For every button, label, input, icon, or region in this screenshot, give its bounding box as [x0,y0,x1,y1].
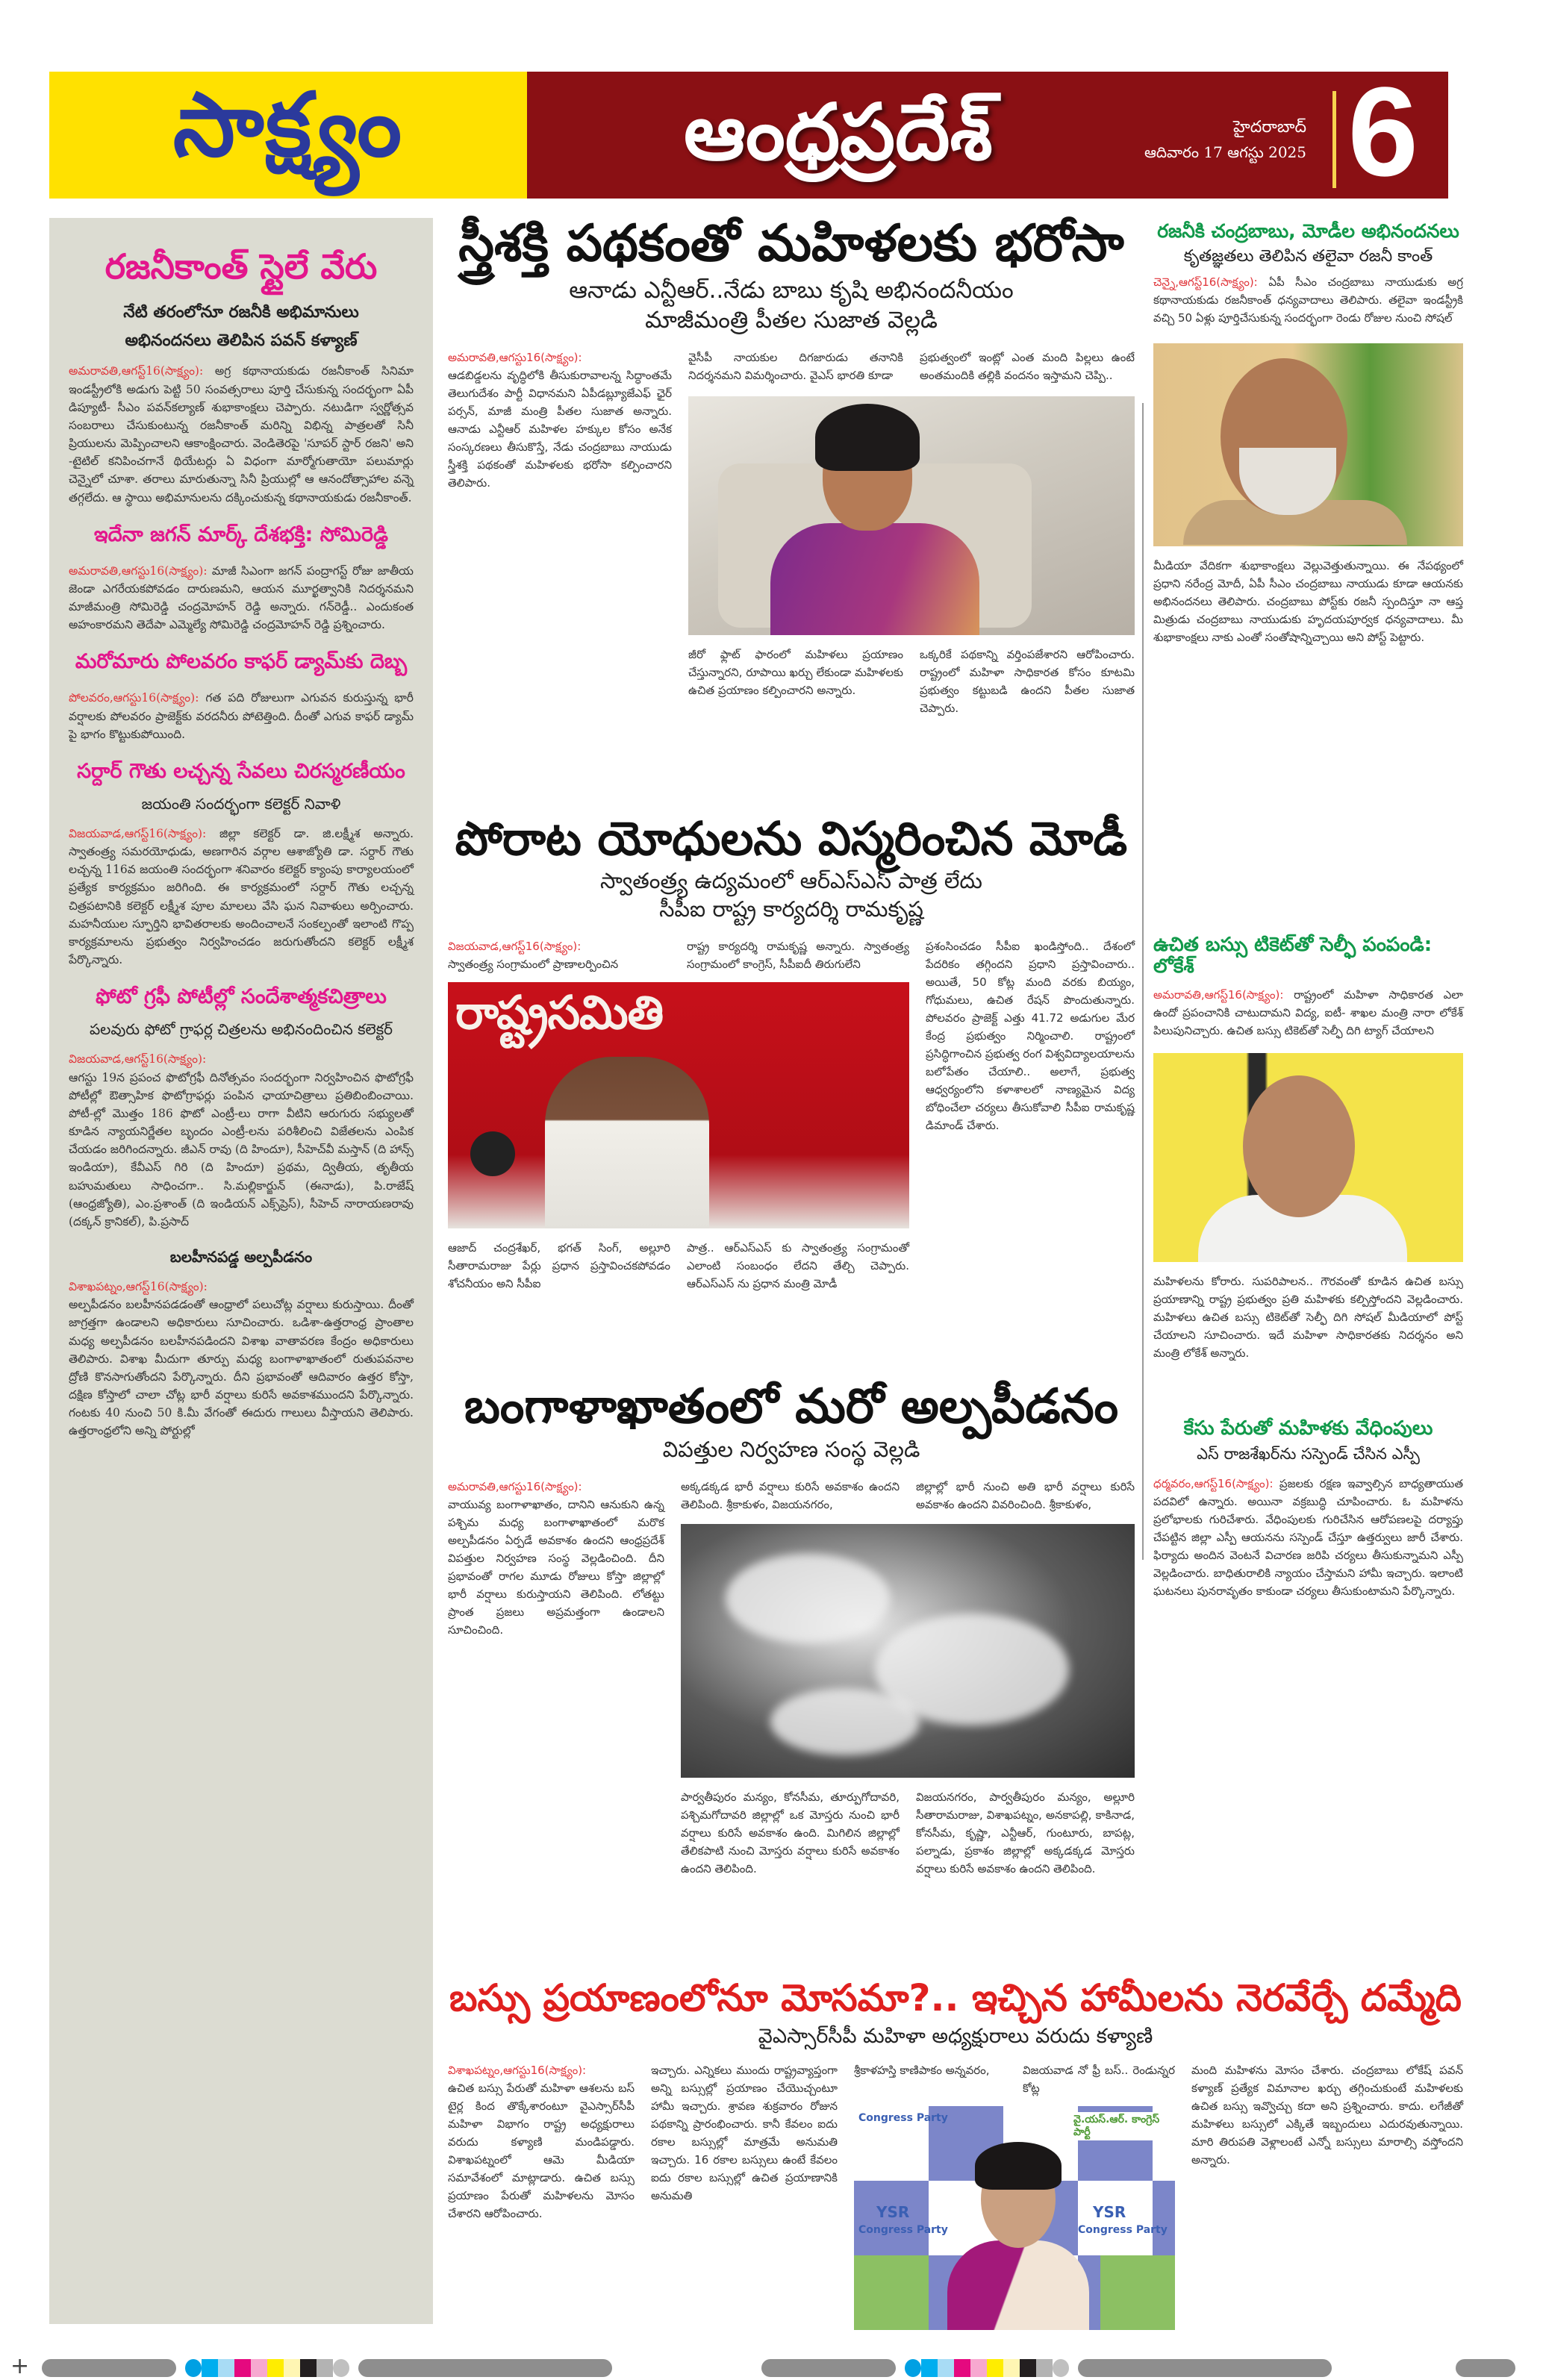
registration-gray-pill [761,2359,896,2377]
photo-saree [770,523,979,635]
article-column: విజయవాడ నో ఫ్రీ బస్.. రెండున్నర కోట్ల [1023,2064,1175,2096]
article-subheadline: జయంతి సందర్భంగా కలెక్టర్ నివాళి [141,794,341,813]
article-column [448,937,670,973]
photo-cloud [726,1554,890,1643]
article-column: అక్కడక్కడ భారీ వర్షాలు కురిసే అవకాశం ఉందని తెలిపింది. శ్రీకాకుళం, విజయనగరం, [681,1480,900,1512]
article-column: శ్రీకాళహస్తి కాణిపాకం అన్నవరం, [854,2064,990,2078]
article-polavaram [69,650,414,743]
article-body [69,1278,414,1440]
article-text: మాజీ సిఎంగా జగన్ పంద్రాగస్ట్ రోజు జాతీయ జెండా ఎగరేయకపోవడం దారుణమని, ఆయన మూర్ఖత్వానికి నిదర్శనమని మాజీమంత్రి సోమిరెడ్డి చంద్రమోహన్ రెడ్డి అన్నారు. గన్‌రెడ్డీ.. ఎందుకంత అహంకారమని తెదేపా ఎమ్మెల్యే సోమిరెడ్డి చంద్రమోహన్ రెడ్డి ప్రశ్నించారు. [69,563,414,632]
registration-color-swatch [954,2359,970,2377]
article-body [69,362,414,506]
article-body [1153,1475,1463,1600]
article-text: ప్రజలకు రక్షణ ఇవ్వాల్సిన బాధ్యతాయుత పదవిలో ఉన్నారు. అయినా వక్రబుద్ధి చూపించారు. ఓ మహిళను ప్రలోభాలకు గురిచేశారు. వేధింపులకు గురిచేసిన ఆరోపణలపై దర్యాప్తు చేపట్టిన జిల్లా ఎస్పీ ఆయనను సస్పెండ్ చేస్తూ ఉత్తర్వులు జారీ చేశారు. ఫిర్యాదు అందిన వెంటనే విచారణ జరిపి చర్యలు తీసుకున్నామని ఎస్పీ వెల్లడించారు. బాధితురాలికి న్యాయం చేస్తామని హామీ ఇచ్చారు. ఇలాంటి ఘటనలు పునరావృతం కాకుండా చర్యలు తీసుకుంటామని పేర్కొన్నారు. [1153,1476,1463,1598]
dateline: అమరావతి,ఆగస్టు16(సాక్ష్యం): [448,351,582,365]
article-text: ప్రశంసించడం సీపీఐ ఖండిస్తోంది.. దేశంలో పేదరికం తగ్గిందని ప్రధాని ప్రస్తావించారు.. అయితే, 50 కోట్ల మంది వరకు బియ్యం, గోధుమలు, ఉచిత రేషన్ పొందుతున్నారు. పోలవరం ప్రాజెక్ట్ ఎత్తు 41.72 అడుగుల మేర కేంద్ర ప్రభుత్వం నిర్మించాలి. రాష్ట్రంలో ప్రసిద్ధిగాంచిన ప్రభుత్వ రంగ విశ్వవిద్యాలయాలను బలోపేతం [926,939,1135,1078]
registration-color-swatch [1003,2359,1020,2377]
column-divider [1142,403,1144,1560]
article-column: ఒక్కరికే పథకాన్ని వర్తింపజేశారని ఆరోపించారు. రాష్ట్రంలో మహిళా సాధికారత కోసం కూటమి ప్రభుత్వం కట్టుబడి ఉందని పీతల సుజాత చెప్పారు. [920,648,1135,716]
article-headline: కేసు పేరుతో మహిళకు వేధింపులు [1183,1417,1433,1440]
photo-face [1243,1075,1355,1217]
article-column [448,349,672,717]
article-text: ఉచిత బస్సు పేరుతో మహిళా ఆశలను బస్ టైర్ల కింద తొక్కేశారంటూ వైఎస్సార్‌సీపీ మహిళా విభాగం రాష్ట్ర అధ్యక్షురాలు వరుదు కళ్యాణి మండిపడ్డారు. విశాఖపట్నంలో ఆమె మీడియా సమావేశంలో మాట్లాడారు. ఉచిత బస్సు ప్రయాణం పేరుతో మహిళలను మోసం చేశారని ఆరోపించారు. [448,2081,635,2221]
article-column: జిల్లాల్లో భారీ నుంచి అతి భారీ వర్షాలు కురిసే అవకాశం ఉందని వివరించింది. శ్రీకాకుళం, [916,1480,1135,1512]
article-rajinikanth-style [69,246,414,507]
article-column: జీరో ఫ్లాట్ ఫారంలో మహిళలు ప్రయాణం చేస్తున్నారని, రూపాయి ఖర్చు లేకుండా మహిళలకు ఉచిత ప్రయాణం కల్పించారని అన్నారు. [688,648,903,698]
photo-label: Congress Party [858,2112,948,2125]
article-headline: పోరాట యోధులను విస్మరించిన మోడీ [455,811,1128,866]
dateline: అమరావతి,ఆగస్టు16(సాక్ష్యం): [69,563,208,578]
registration-color-swatch [333,2359,349,2377]
photo-cpi-ramakrishna [448,982,909,1228]
registration-color-swatch [317,2359,333,2377]
photo-nara-lokesh [1153,1053,1463,1262]
dateline: విజయవాడ,ఆగస్ట్16(సాక్ష్యం): [69,826,207,840]
article-somireddy [69,523,414,634]
article-headline: రజనీకాంత్ స్టైలే వేరు [105,246,378,287]
photo-hair [815,404,920,471]
photo-backdrop-tile [854,2255,929,2330]
article-headline: బంగాళాఖాతంలో మరో అల్పపీడనం [464,1379,1119,1434]
registration-gray-pill [1456,2359,1515,2377]
registration-gray-pill [1078,2359,1332,2377]
registration-color-swatch [1036,2359,1053,2377]
registration-color-swatch [202,2359,218,2377]
edition-info [1144,118,1306,165]
photo-hair [975,2142,1062,2190]
article-bus-fraud [448,1978,1463,2330]
dateline: చెన్నై,ఆగస్ట్16(సాక్ష్యం): [1153,275,1258,290]
photo-microphone [470,1131,515,1176]
left-column [49,218,433,2324]
article-headline: స్త్రీశక్తి పథకంతో మహిళలకు భరోసా [458,214,1124,273]
photo-person [545,1057,709,1228]
dateline: విజయవాడ,ఆగస్ట్16(సాక్ష్యం): [69,1052,207,1066]
photo-saree [947,2240,1089,2330]
photo-label: YSR [1093,2203,1126,2222]
dateline: ధర్మవరం,ఆగస్ట్16(సాక్ష్యం): [1153,1476,1274,1490]
article-text: ఏపీ సీఎం చంద్రబాబు నాయుడుకు అగ్ర కథానాయకుడు రజనీకాంత్ ధన్యవాదాలు తెలిపారు. తలైవా ఇండస్ట్రీకి వచ్చి 50 ఏళ్లు పూర్తిచేసుకున్న సందర్భంగా రెండు రోజుల నుంచి సోషల్ [1153,275,1463,325]
photo-cloud [770,1688,920,1755]
registration-color-swatch [267,2359,284,2377]
registration-color-swatch [218,2359,234,2377]
photo-caption: ఆజాద్ చంద్రశేఖర్, భగత్ సింగ్, అల్లూరి సీతారామరాజు పేర్లు ప్రధాన ప్రస్తావించకపోవడం శోచనీయం అని సీపీఐ [448,1240,670,1290]
color-swatch-strip [1456,2359,1515,2377]
article-column: మంది మహిళను మోసం చేశారు. చంద్రబాబు లోకేష్ పవన్ కళ్యాణ్ ప్రత్యేక విమానాల ఖర్చు తగ్గించుకుంటే మహిళలకు ఉచిత బస్సు ఇవ్వొచ్చు కదా అని ప్రశ్నించారు. కాదు. లగేజీతో మహిళలు బస్సులో ఎక్కితే ఇబ్బందులు ఎదురవుతున్నాయి. మారి తిరుపతి వెళ్లాలంటే ఎన్నో బస్సులు మారాల్సి వస్తోందని అన్నారు. [1191,2064,1463,2167]
dateline: విశాఖపట్నం,ఆగస్టు16(సాక్ష్యం): [448,2064,587,2078]
masthead [49,61,1448,203]
photo-banner-text: రాష్ట్రసమితి [455,984,664,1040]
article-subheadline: నేటి తరంలోనూ రజనీకి అభిమానులు [123,303,359,322]
article-column [448,2061,635,2330]
article-headline: ఇదేనా జగన్ మార్క్ దేశభక్తి: సోమిరెడ్డి [94,522,388,546]
photo-caption: పాత్ర.. ఆర్ఎస్ఎస్ కు స్వాతంత్ర్య సంగ్రామంతో ఎలాంటి సంబంధం లేదని తేల్చి చెప్పారు. ఆర్ఎస్ఎస్ ను ప్రధాన మంత్రి మోడీ [687,1240,909,1290]
registration-gray-pill [358,2359,612,2377]
article-column: ప్రభుత్వంలో ఇంట్లో ఎంత మంది పిల్లలు ఉంటే అంతమందికి తల్లికి వందనం ఇస్తామని చెప్పి.. [920,351,1135,383]
article-subheadline: స్వాతంత్ర్య ఉద్యమంలో ఆర్ఎస్ఎస్ పాత్ర లేదు [600,868,982,894]
article-body [69,689,414,743]
photo-label: వై.యస్.ఆర్. కాంగ్రెస్ పార్టీ [1070,2112,1168,2140]
article-text: జిల్లా కలెక్టర్ డా. జి.లక్ష్మీశ అన్నారు. స్వాతంత్ర్య సమరయోధుడు, అణగారిన వర్గాల ఆశాజ్యోతి డా. సర్దార్ గౌతు లచ్చన్న 116వ జయంతి సందర్భంగా శనివారం కలెక్టర్ క్యాంపు కార్యాలయంలో ప్రత్యేక కార్యక్రమం జరిగింది. ఈ కార్యక్రమంలో సర్దార్ గౌతు లచ్చన్న చిత్రపటానికి కలెక్టర్ లక్ష్మీశ పూల మాలలు వేసి ఘన నివాళులు అర్పించారు. మహనీయుల స్ఫూర్తిని భావితరాలకు అందించాలనే సంకల్పంతో ఇలాంటి గొప్ప కార్యక్రమాలను ప్రభుత్వం నిర్వహించడం జరుగుతోందని కలెక్టర్ లక్ష్మీశ పేర్కొన్నారు. [69,826,414,967]
registration-color-swatch [234,2359,251,2377]
article-body [1153,986,1463,1040]
article-low-pressure-weakened [69,1247,414,1440]
article-body: మీడియా వేదికగా శుభాకాంక్షలు వెల్లువెత్తుతున్నాయి. ఈ నేపథ్యంలో ప్రధాని నరేంద్ర మోదీ, ఏపీ సీఎం చంద్రబాబు నాయుడు కూడా ఆయనకు అభినందనలు తెలిపారు. చంద్రబాబు పోస్ట్‌కు రజనీ స్పందిస్తూ నా ఆప్త మిత్రుడు చంద్రబాబు నాయుడుకు హృదయపూర్వక ధన్యవాదాలు. మీ శుభాకాంక్షలు నాకు ఎంతో సంతోషాన్నిచ్చాయి అని పోస్ట్ పెట్టారు. [1153,559,1463,645]
section-band [527,61,1448,203]
registration-gray-pill [42,2359,176,2377]
dateline: అమరావతి,ఆగస్టు16(సాక్ష్యం): [448,1480,582,1494]
article-subheadline: సీపీఐ రాష్ట్ర కార్యదర్శి రామకృష్ణ [659,896,923,922]
registration-color-swatch [251,2359,267,2377]
registration-color-swatch [970,2359,987,2377]
edition-city: హైదరాబాద్ [1233,118,1306,137]
article-text: రాష్ట్రంలో మహిళా సాధికారత ఎలా ఉందో ప్రపంచానికి చాటుదామని విద్య, ఐటీ- శాఖల మంత్రి నారా లోకేశ్ పిలుపునిచ్చారు. ఉచిత బస్సు టికెట్‌తో సెల్ఫీ దిగి ట్యాగ్ చేయాలని [1153,988,1463,1038]
dateline: అమరావతి,ఆగస్ట్16(సాక్ష్యం): [1153,988,1284,1002]
photo-label: Congress Party [1078,2224,1168,2237]
article-headline: మరోమారు పోలవరం కాఫర్ డ్యామ్‌కు దెబ్బ [75,650,408,674]
color-swatch-strip [761,2359,1332,2377]
article-text: ఆగస్టు 19న ప్రపంచ ఫొటోగ్రఫీ దినోత్సవం సందర్భంగా నిర్వహించిన ఫొటోగ్రఫీ పోటీల్లో ఔత్సాహిక ఫొటోగ్రాఫర్లు పంపిన ఛాయాచిత్రాలు ప్రతిబింబించాయి. పోటీ-ల్లో మొత్తం 186 ఫొటో ఎంట్రీ-లు రాగా వీటిని ఆరుగురు సభ్యులతో కూడిన న్యాయనిర్ణేతల బృందం ఎంట్రీ-లను పరిశీలించి విజేతలను ఎంపిక చేయడం జరిగిందన్నారు. జీఎన్ రావు (ది హిందూ), సీహెచ్‌వీ మస్తాన్ (ది హాన్స్ ఇండియా), కేవీఎస్ గిరి (ది హిందూ) ప్రథమ, ద్వితీయ, తృతీయ బహుమతులు సాధించగా.. సి.మల్లికార్జున్ (ఈనాడు), పి.రాజేష్ (ఆంధ్రజ్యోతి), ఎం.ప్రశాంత్ (ది ఇండియన్ ఎక్స్‌ప్రెస్), సీహెచ్ నారాయణరావు (దక్కన్ క్రానికల్), పి.ప్రసాద్ [69,1070,414,1228]
dateline: విజయవాడ,ఆగస్ట్16(సాక్ష్యం): [448,939,582,953]
article-body [69,562,414,634]
article-modi-freedom-fighters [448,813,1135,1293]
section-title: ఆంధ్రప్రదేశ్ [684,87,993,178]
article-subheadline: మాజీమంత్రి పీతల సుజాత వెల్లడి [645,307,938,334]
photo-label: YSR [876,2203,910,2222]
photo-satellite-clouds [681,1524,1135,1778]
article-sardar-gouthu [69,760,414,969]
registration-color-swatch [185,2359,202,2377]
article-column: విజయనగరం, పార్వతీపురం మన్యం, అల్లూరి సీతారామరాజు, విశాఖపట్నం, అనకాపల్లి, కాకినాడ, కోనసీమ, కృష్ణా, ఎన్టీఆర్, గుంటూరు, బాపట్ల, పల్నాడు, ప్రకాశం జిల్లాల్లో అక్కడక్కడ మోస్తరు వర్షాలు కురిసే అవకాశం ఉందని తెలిపింది. [916,1790,1135,1876]
photo-backdrop-tile [1100,2255,1175,2330]
article-headline: రజనీకి చంద్రబాబు, మోడీల అభినందనలు [1157,220,1459,242]
photo-label: Congress Party [858,2224,948,2237]
article-text: ఆడబిడ్డలను వృద్ధిలోకి తీసుకురావాలన్న సిద్ధాంతమే తెలుగుదేశం పార్టీ విధానమని ఏపీడబ్ల్యూజేఎఫ్ ఛైర్ పర్సన్, మాజీ మంత్రి పీతల సుజాత అన్నారు. ఆనాడు ఎన్టీఆర్ మహిళల హక్కుల కోసం అనేక సంస్కరణలు తీసుకొస్తే, నేడు చంద్రబాబు నాయుడు స్త్రీశక్తి పథకంతో మహిళలకు భరోసా కల్పించారని తెలిపారు. [448,369,672,490]
article-text: గత పది రోజులుగా ఎగువన కురుస్తున్న భారీ వర్షాలకు పోలవరం ప్రాజెక్ట్‌కు వరదనీరు పోటెత్తింది. దీంతో ఎగువ కాఫర్ డ్యామ్ పై భాగం కొట్టుకుపోయింది. [69,691,414,741]
article-photography [69,985,414,1231]
article-stree-shakti [448,216,1135,717]
registration-color-swatch [300,2359,317,2377]
article-column: రాష్ట్ర కార్యదర్శి రామకృష్ణ అన్నారు. స్వాతంత్ర్య సంగ్రామంలో కాంగ్రెస్, సీపీఐదీ తిరుగులేని [687,939,909,971]
article-headline: సర్దార్ గౌతు లచ్చన్న సేవలు చిరస్మరణీయం [77,759,405,783]
page-number: 6 [1347,61,1418,203]
article-subheadline: వైఎస్సార్‌సీపీ మహిళా అధ్యక్షురాలు వరుదు కళ్యాణి [758,2025,1153,2048]
article-body: మహిళలను కోరారు. సుపరిపాలన.. గౌరవంతో కూడిన ఉచిత బస్సు ప్రయాణాన్ని రాష్ట్ర ప్రభుత్వం ప్రతి మహిళకు కల్పిస్తోందని వెల్లడించారు. మహిళలు ఉచిత బస్సు టికెట్‌తో సెల్ఫీ దిగి సోషల్ మీడియాలో పోస్ట్ చేయాలని సూచించారు. ఇదే మహిళా సాధికారతకు నిదర్శనం అని మంత్రి లోకేశ్ అన్నారు. [1153,1275,1463,1361]
article-text: అగ్ర కథానాయకుడు రజనీకాంత్ సినిమా ఇండస్ట్రీలోకి అడుగు పెట్టి 50 సంవత్సరాలు పూర్తి చేసుకున్న సందర్భంగా ఏపీ డిప్యూటీ- సీఎం పవన్‌కల్యాణ్ శుభాకాంక్షలు చెప్పారు. నటుడిగా స్వర్ణోత్సవ సంబరాలు చేసుకుంటున్న రజనీకాంత్ మరిన్ని విభిన్న పాత్రలతో సినీ ప్రియులను మెప్పించాలని ఆకాంక్షించారు. వెండితెరపై 'సూపర్ స్టార్ రజని' అని -టైటిల్ కనిపించగానే థియేటర్లు ఏ విధంగా మార్మోగుతాయో పలుమార్లు చెన్నైలో చూశా. తరాలు మారుతున్నా సినీ ప్రియుల్లో ఆ ఆనందోత్సాహాల వన్నె తగ్గలేదు. ఆ స్థాయి అభిమానులను దక్కించుకున్న కథానాయకుడు రజనీకాంత్. [69,364,414,505]
article-subheadline: కృతజ్ఞతలు తెలిపిన తలైవా రజనీ కాంత్ [1183,246,1433,266]
logo-text: సాక్ష్యం [172,72,404,176]
article-column [448,1478,664,1878]
article-body [69,1050,414,1231]
article-column: పార్వతీపురం మన్యం, కోనసీమ, తూర్పుగోదావరి, పశ్చిమగోదావరి జిల్లాల్లో ఒక మోస్తరు నుంచి భారీ వర్షాలు కురిసే అవకాశం ఉంది. మిగిలిన జిల్లాల్లో తేలికపాటి నుంచి మోస్తరు వర్షాలు కురిసే అవకాశం ఉందని తెలిపింది. [681,1790,900,1876]
registration-color-swatch [938,2359,954,2377]
registration-color-swatch [987,2359,1003,2377]
registration-color-swatch [905,2359,921,2377]
article-text: అల్పపీడనం బలహీనపడడంతో ఆంధ్రాలో పలుచోట్ల వర్షాలు కురుస్తాయి. దీంతో జాగ్రత్తగా ఉండాలని అధికారులు సూచించారు. ఒడిశా-ఉత్తరాంధ్ర ప్రాంతాల మధ్య అల్పపీడనం బలహీనపడిందని విశాఖ వాతావరణ కేంద్రం అధికారులు తెలిపారు. విశాఖ మీదుగా తూర్పు మధ్య బంగాళాఖాతంలో రుతుపవనాల ద్రోణి కొనసాగుతోందని పేర్కొన్నారు. దీని ప్రభావంతో ఆదివారం ఉత్తర కోస్తా, దక్షిణ కోస్తాలో చాలా చోట్ల భారీ వర్షాలు కురిసే అవకాశముందని పేర్కొన్నారు. గంటకు 40 నుంచి 50 కి.మీ వేగంతో ఈదురు గాలులు వీస్తాయని తెలిపారు. ఉత్తరాంధ్రలోని అన్ని పోర్టుల్లో [69,1298,414,1438]
article-text: స్వాతంత్ర్య సంగ్రామంలో ప్రాణాలర్పించిన [448,957,619,971]
photo-peethala-sujatha [688,396,1135,635]
registration-color-swatch [1053,2359,1069,2377]
dateline: అమరావతి,ఆగస్ట్16(సాక్ష్యం): [69,364,204,378]
newspaper-logo [49,72,527,199]
registration-color-swatch [921,2359,938,2377]
registration-color-swatch [284,2359,300,2377]
article-bay-of-bengal-low [448,1381,1135,1878]
registration-crosshair-icon: + [10,2353,30,2379]
photo-varudu-kalyani [854,2106,1175,2330]
article-body [1153,273,1463,327]
article-subheadline: ఆనాడు ఎన్టీఆర్..నేడు బాబు కృషి అభినందనీయం [569,276,1014,304]
article-headline: ఫోటో గ్రఫీ పోటీల్లో సందేశాత్మకచిత్రాలు [96,985,387,1009]
article-headline: బస్సు ప్రయాణంలోనూ మోసమా?.. ఇచ్చిన హామీలను నెరవేర్చే దమ్మేది [449,1976,1462,2020]
masthead-divider [1332,91,1336,188]
article-headline: ఉచిత బస్సు టికెట్‌తో సెల్ఫీ పంపండి: లోకేశ్ [1153,934,1433,978]
article-lokesh-selfie [1153,934,1463,1362]
article-subheadline: ఎస్ రాజశేఖర్‌ను సస్పెండ్ చేసిన ఎస్పీ [1197,1444,1420,1463]
article-text: వాయువ్య బంగాళాఖాతం, దానిని ఆనుకుని ఉన్న పశ్చిమ మధ్య బంగాళాఖాతంలో మరొక అల్పపీడనం ఏర్పడే అవకాశం ఉందని ఆంధ్రప్రదేశ్ విపత్తుల నిర్వహణ సంస్థ వెల్లడించింది. దీని ప్రభావంతో రాగల మూడు రోజులు కోస్తా జిల్లాల్లో భారీ వర్షాలు కురుస్తాయని తెలిపింది. లోతట్టు ప్రాంత ప్రజలు అప్రమత్తంగా ఉండాలని సూచించింది. [448,1498,664,1637]
article-column: ఇచ్చారు. ఎన్నికలు ముందు రాష్ట్రవ్యాప్తంగా అన్ని బస్సుల్లో ప్రయాణం చేయొచ్చంటూ హామీ ఇచ్చారు. శ్రావణ శుక్రవారం రోజున పథకాన్ని ప్రారంభించారు. కానీ కేవలం ఐదు రకాల బస్సుల్లో మాత్రమే అనుమతి ఇచ్చారు. 16 రకాల బస్సులు ఉంటే కేవలం ఐదు రకాల బస్సుల్లో ఉచిత ప్రయాణానికి అనుమతి [651,2064,838,2203]
photo-rajinikanth [1153,343,1463,546]
article-text: చేయాలి.. అలాగే, ప్రభుత్వ ఆధ్వర్యంలోని కళాశాలలో నాణ్యమైన విద్య బోధించేలా చర్యలు తీసుకోవాలి సీపీఐ రామకృష్ణ డిమాండ్ చేశారు. [926,1064,1135,1132]
article-subheadline: విపత్తుల నిర్వహణ సంస్థ వెల్లడి [662,1437,920,1463]
article-harassment-case [1153,1418,1463,1600]
article-headline: బలహీనపడ్డ అల్పపీడనం [169,1248,313,1266]
article-column: వైసీపీ నాయకుల దిగజారుడు తనానికి నిదర్శనమని విమర్శించారు. వైఎస్ భారతి కూడా [688,351,903,383]
dateline: పోలవరం,ఆగస్టు16(సాక్ష్యం): [69,691,199,705]
color-swatch-strip [42,2359,612,2377]
article-rajini-wishes [1153,221,1463,646]
registration-color-swatch [1020,2359,1036,2377]
article-column [926,937,1135,1293]
article-body [69,825,414,969]
edition-date: ఆదివారం 17 ఆగస్టు 2025 [1144,143,1306,161]
dateline: విశాఖపట్నం,ఆగస్ట్16(సాక్ష్యం): [69,1280,208,1294]
article-subheadline: అభినందనలు తెలిపిన పవన్ కళ్యాణ్ [125,331,358,350]
article-subheadline: పలవురు ఫోటో గ్రాఫర్ల చిత్రలను అభినందించిన కలెక్టర్ [89,1020,393,1039]
